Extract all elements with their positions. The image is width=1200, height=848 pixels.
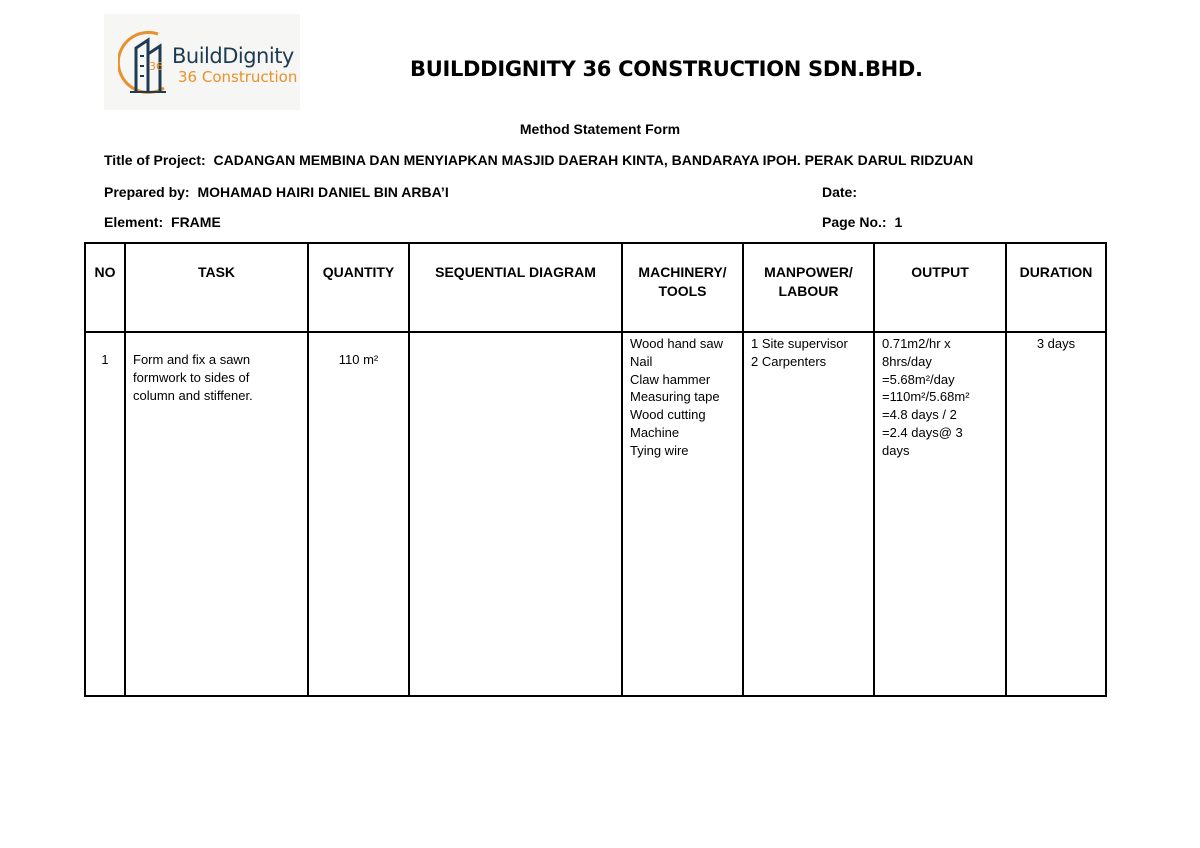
page-no-value: 1 <box>894 214 903 230</box>
form-title: Method Statement Form <box>519 121 681 137</box>
logo-mark-number: 36 <box>149 60 163 73</box>
page-no-label: Page No.: <box>822 214 887 230</box>
table-header-row <box>85 243 1106 332</box>
date-line <box>822 184 861 200</box>
logo-brand-text: BuildDignity <box>172 44 294 68</box>
prepared-by-line <box>104 184 449 200</box>
prepared-by-value: MOHAMAD HAIRI DANIEL BIN ARBA’I <box>197 184 449 200</box>
method-statement-table <box>84 242 1107 697</box>
project-value: CADANGAN MEMBINA DAN MENYIAPKAN MASJID DAERAH KINTA, BANDARAYA IPOH. PERAK DARUL RIDZUAN <box>213 152 974 168</box>
cell-no: 1 <box>85 332 125 696</box>
cell-output: 0.71m2/hr x 8hrs/day =5.68m²/day =110m²/5.68m² =4.8 days / 2 =2.4 days@ 3 days <box>874 332 1006 696</box>
date-label: Date: <box>822 184 858 200</box>
cell-machinery: Wood hand saw Nail Claw hammer Measuring tape Wood cutting Machine Tying wire <box>622 332 743 696</box>
element-value: FRAME <box>171 214 221 230</box>
header-machinery-tools: MACHINERY/ TOOLS <box>622 243 743 332</box>
project-title-line <box>104 152 973 168</box>
cell-sequential-diagram <box>409 332 622 696</box>
header-duration: DURATION <box>1006 243 1106 332</box>
header-no: NO <box>85 243 125 332</box>
header-manpower-labour: MANPOWER/ LABOUR <box>743 243 874 332</box>
table-row <box>85 332 1106 696</box>
element-line <box>104 214 221 230</box>
company-name: BUILDDIGNITY 36 CONSTRUCTION SDN.BHD. <box>410 57 923 81</box>
cell-quantity: 110 m² <box>308 332 409 696</box>
header-sequential-diagram: SEQUENTIAL DIAGRAM <box>409 243 622 332</box>
cell-manpower: 1 Site supervisor 2 Carpenters <box>743 332 874 696</box>
company-logo <box>104 14 300 110</box>
prepared-by-label: Prepared by: <box>104 184 190 200</box>
header-quantity: QUANTITY <box>308 243 409 332</box>
header-task: TASK <box>125 243 308 332</box>
logo-sub-text: 36 Construction <box>178 68 298 86</box>
cell-task: Form and fix a sawn formwork to sides of column and stiffener. <box>125 332 308 696</box>
element-label: Element: <box>104 214 164 230</box>
cell-duration: 3 days <box>1006 332 1106 696</box>
header-output: OUTPUT <box>874 243 1006 332</box>
page-no-line <box>822 214 902 230</box>
building-logo-icon <box>118 26 178 100</box>
project-label: Title of Project: <box>104 152 206 168</box>
